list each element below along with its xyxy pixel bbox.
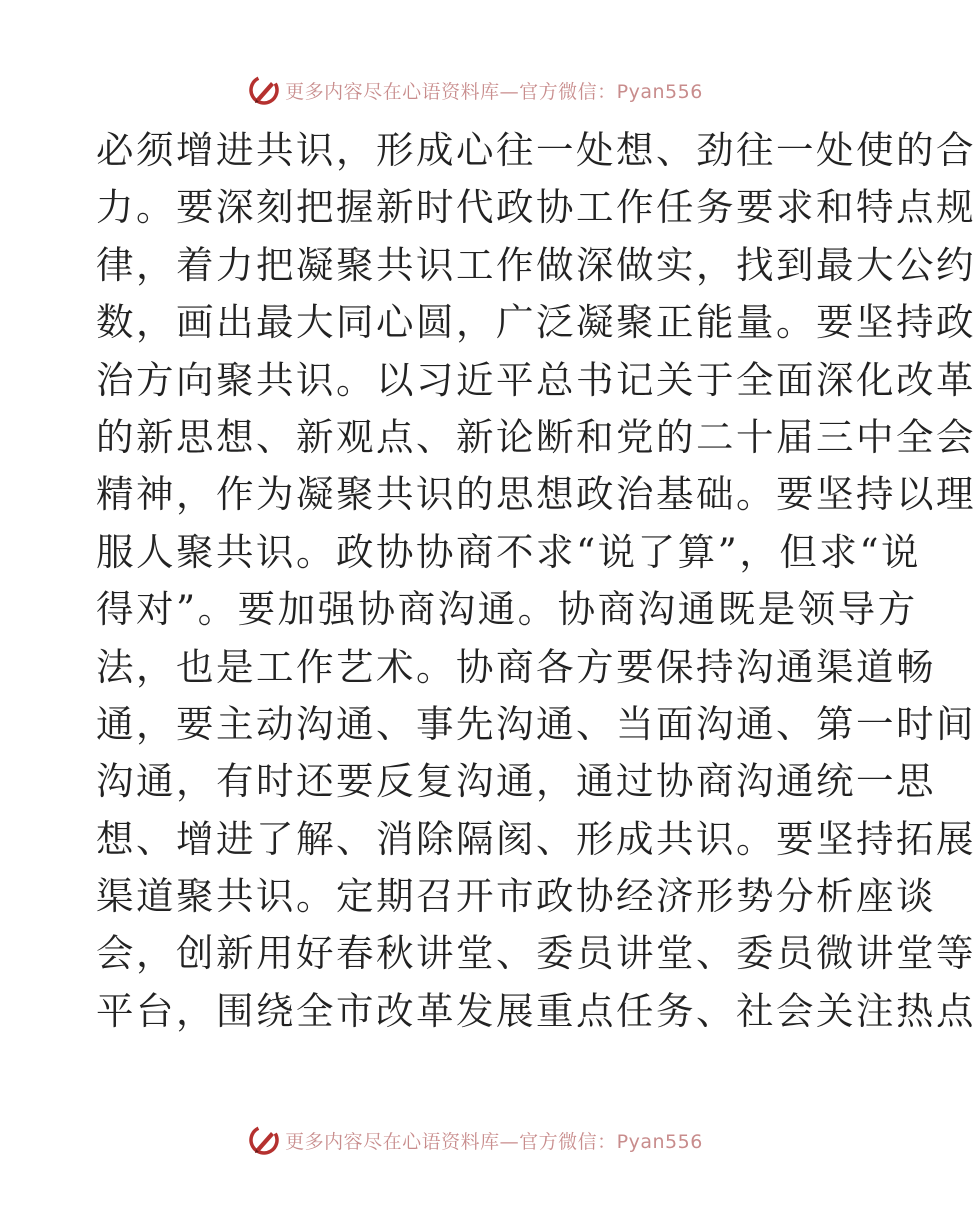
body-line-6: 的新思想、新观点、新论断和党的二十届三中全会 <box>96 414 976 459</box>
body-line-2: 力。要深刻把握新时代政协工作任务要求和特点规 <box>96 185 976 230</box>
body-line-16: 平台，围绕全市改革发展重点任务、社会关注热点 <box>96 988 976 1033</box>
header-label: 更多内容尽在心语资料库—官方微信： <box>285 80 617 103</box>
body-line-14: 渠道聚共识。定期召开市政协经济形势分析座谈 <box>96 874 936 919</box>
body-line-9: 得对”。要加强协商沟通。协商沟通既是领导方 <box>96 587 918 632</box>
footer-label: 更多内容尽在心语资料库—官方微信： <box>285 1130 617 1153</box>
document-body <box>96 122 976 1040</box>
body-line-8: 服人聚共识。政协协商不求“说了算”，但求“说 <box>96 529 922 574</box>
header-banner <box>0 70 950 110</box>
red-pen-circle-logo-icon <box>247 1123 281 1157</box>
body-line-10: 法，也是工作艺术。协商各方要保持沟通渠道畅 <box>96 644 936 689</box>
body-line-1: 必须增进共识，形成心往一处想、劲往一处使的合 <box>96 128 976 172</box>
footer-account: Pyan556 <box>616 1130 703 1153</box>
footer-text <box>285 1127 703 1154</box>
body-line-7: 精神，作为凝聚共识的思想政治基础。要坚持以理 <box>96 472 976 517</box>
body-line-3: 律，着力把凝聚共识工作做深做实，找到最大公约 <box>96 242 976 287</box>
header-text <box>285 77 703 104</box>
body-line-15: 会，创新用好春秋讲堂、委员讲堂、委员微讲堂等 <box>96 931 976 976</box>
body-line-5: 治方向聚共识。以习近平总书记关于全面深化改革 <box>96 357 976 402</box>
body-line-11: 通，要主动沟通、事先沟通、当面沟通、第一时间 <box>96 701 976 746</box>
red-pen-circle-logo-icon <box>247 73 281 107</box>
footer-banner <box>0 1120 950 1160</box>
body-line-4: 数，画出最大同心圆，广泛凝聚正能量。要坚持政 <box>96 300 976 345</box>
header-account: Pyan556 <box>616 80 703 103</box>
body-line-12: 沟通，有时还要反复沟通，通过协商沟通统一思 <box>96 759 936 804</box>
body-line-13: 想、增进了解、消除隔阂、形成共识。要坚持拓展 <box>96 816 976 861</box>
